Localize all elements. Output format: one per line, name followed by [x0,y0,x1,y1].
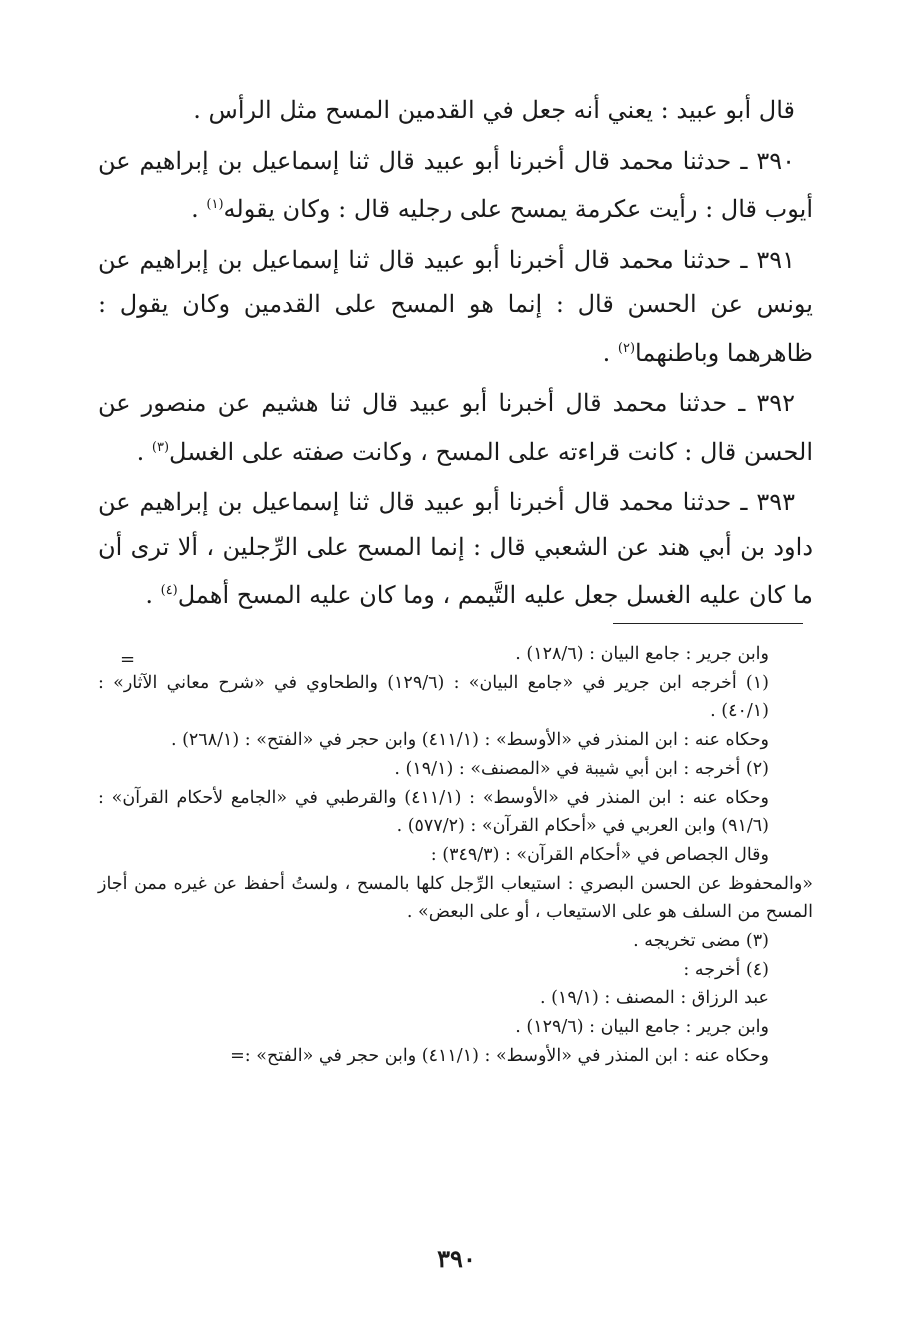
footnote-ref-2: (٢) [617,340,636,356]
footnote-4: (٤) أخرجه : [683,959,769,980]
continuation-mark: = [120,649,136,670]
main-text [98,88,813,624]
paragraph: قال أبو عبيد : يعني أنه جعل في القدمين المسح مثل الرأس . [193,96,795,124]
footnote-line: عبد الرزاق : المصنف : (١٩/١) . [539,988,769,1009]
hadith-390: ٣٩٠ ـ حدثنا محمد قال أخبرنا أبو عبيد قال ثنا إسماعيل بن إبراهيم عن أيوب قال : رأيت عكرمة يمسح على رجليه قال : وكان يقوله$^{(١)}$ . [98,146,813,223]
footnote-ref-3: (٣) [151,439,170,455]
footnote-ref-1: (١) [206,197,224,212]
page-number: ٣٩٠ [437,1244,476,1273]
footnotes [98,640,813,1071]
footnote-line: وابن جرير : جامع البيان : (١٢٨/٦) . [515,644,769,664]
footnote-line: وقال الجصاص في «أحكام القرآن» : (٣٤٩/٣) : [430,844,769,865]
footnote-line: وحكاه عنه : ابن المنذر في «الأوسط» : (٤١١/١) والقرطبي في «الجامع لأحكام القرآن» : (٩١/٦) وابن العربي في «أحكام القرآن» : (٥٧٧/٢) . [98,787,769,837]
hadith-392: ٣٩٢ ـ حدثنا محمد قال أخبرنا أبو عبيد قال ثنا هشيم عن منصور عن الحسن قال : كانت قراءته على المسح ، وكانت صفته على الغسل$^{(٣)}$ . [98,389,813,466]
footnote-line: وابن جرير : جامع البيان : (١٢٩/٦) . [515,1017,769,1038]
footnote-separator [613,623,803,624]
footnote-1: (١) أخرجه ابن جرير في «جامع البيان» : (١٢٩/٦) والطحاوي في «شرح معاني الآثار» : (٤٠/١) . [98,672,769,722]
footnote-quote: «والمحفوظ عن الحسن البصري : استيعاب الرِّجل كلها بالمسح ، ولستُ أحفظ عن غيره ممن أجاز المسح من السلف هو على الاستيعاب ، أو على البعض» . [98,873,813,923]
hadith-393: ٣٩٣ ـ حدثنا محمد قال أخبرنا أبو عبيد قال ثنا إسماعيل بن إبراهيم عن داود بن أبي هند عن الشعبي قال : إنما المسح على الرِّجلين ، ألا ترى أن ما كان عليه الغسل جعل عليه التَّيمم ، وما كان عليه المسح أهمل$^{(٤)}$ . [98,488,813,609]
footnote-line: وحكاه عنه : ابن المنذر في «الأوسط» : (٤١١/١) وابن حجر في «الفتح» : (٢٦٨/١) . [170,730,769,751]
footnote-ref-4: (٤) [160,583,178,598]
footnote-3: (٣) مضى تخريجه . [633,931,769,952]
footnote-2: (٢) أخرجه : ابن أبي شيبة في «المصنف» : (١٩/١) . [394,758,769,779]
footnote-line: وحكاه عنه : ابن المنذر في «الأوسط» : (٤١١/١) وابن حجر في «الفتح» := [230,1045,769,1066]
hadith-391: ٣٩١ ـ حدثنا محمد قال أخبرنا أبو عبيد قال ثنا إسماعيل بن إبراهيم عن يونس عن الحسن قال : إنما هو المسح على القدمين وكان يقول : ظاهرهما وباطنهما$^{(٢)}$ . [98,245,813,367]
